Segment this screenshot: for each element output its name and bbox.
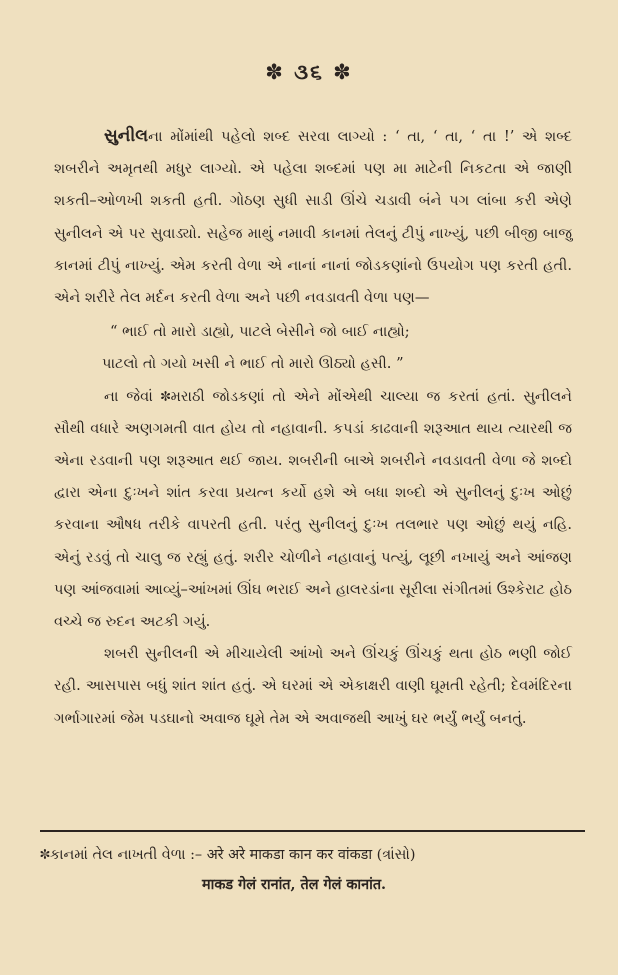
paragraph-3: શબરી સુનીલની એ મીચાયેલી આંખો અને ઊંચકું ઊંચકું થતા હોઠ ભણી જોઈ રહી. આસપાસ બધું શાંત શાંત હતું. એ ઘરમાં એ એકાક્ષરી વાણી ઘૂમતી રહેતી; દેવમંદિરના ગર્ભાગારમાં જેમ પડઘાનો અવાજ ઘૂમે તેમ એ અવાજથી આખું ઘર ભર્યું ભર્યું બનતું.: [54, 645, 572, 727]
footnote-line-2: माकड गेलं रानांत, तेल गेलं कानांत.: [202, 876, 387, 893]
page-number-header: ✽ ૩૬ ✽: [265, 60, 353, 84]
lead-name: સુનીલ: [104, 126, 149, 146]
verse-line-1: “ ભાઈ તો મારો ડાહ્યો, પાટલે બેસીને જો બાઈ નાહ્યો;: [110, 323, 410, 341]
footnote-divider: [40, 830, 585, 832]
paragraph-2: ના જેવાં ✽મરાઠી જોડકણાં તો એને મોંએથી ચાલ્યા જ કરતાં હતાં. સુનીલને સૌથી વધારે અણગમતી વાત હોય તો નહાવાની. કપડાં કાઢવાની શરૂઆત થાય ત્યારથી જ એના રડવાની પણ શરૂઆત થઈ જાય. શબરીની બાએ શબરીને નવડાવતી વેળા જે શબ્દો દ્વારા એના દુઃખને શાંત કરવા પ્રયત્ન કર્યો હશે એ બધા શબ્દો એ સુનીલનું દુઃખ ઓછું કરવાના ઔષધ તરીકે વાપરતી હતી. પરંતુ સુનીલનું દુઃખ તલભાર પણ ઓછું થયું નહિ. એનું રડવું તો ચાલુ જ રહ્યું હતું. શરીર ચોળીને નહાવાનું પત્યું, લૂછી નખાયું અને આંજણ પણ આંજવામાં આવ્યું–આંખમાં ઊંઘ ભરાઈ અને હાલરડાંના સૂરીલા સંગીતમાં ઉશ્કેરાટ હોઠ વચ્ચે જ રુદન અટકી ગયું.: [54, 387, 572, 631]
verse-line-2: પાટલો તો ગયો ખસી ને ભાઈ તો મારો ઊઠ્યો હસી. ”: [102, 355, 404, 373]
footnote: [40, 840, 585, 900]
verse: [54, 316, 572, 380]
paragraph-1-text: ના મોંમાંથી પહેલો શબ્દ સરવા લાગ્યો : ‘ તા, ‘ તા, ‘ તા !’ એ શબ્દ શબરીને અમૃતથી મધુર લાગ્યો. એ પહેલા શબ્દમાં પણ મા માટેની નિકટતા એ જાણી શકતી–ઓળખી શકતી હતી. ગોઠણ સુધી સાડી ઊંચે ચડાવી બંને પગ લાંબા કરી એણે સુનીલને એ પર સુવાડ્યો. સહેજ માથું નમાવી કાનમાં તેલનું ટીપું નાખ્યું, પછી બીજી બાજુ કાનમાં ટીપું નાખ્યું. એમ કરતી વેળા એ નાનાં નાનાં જોડકણાંનો ઉપયોગ પણ કરતી હતી. એને શરીરે તેલ મર્દન કરતી વેળા અને પછી નવડાવતી વેળા પણ—: [54, 128, 572, 307]
footnote-line-1: ✽કાનમાં તેલ નાખતી વેળા :– अरे अरे माकडा कान कर वांकडा (ત્રાંસો): [40, 847, 416, 863]
body-text: [54, 120, 572, 735]
paragraph-1: [54, 120, 572, 314]
